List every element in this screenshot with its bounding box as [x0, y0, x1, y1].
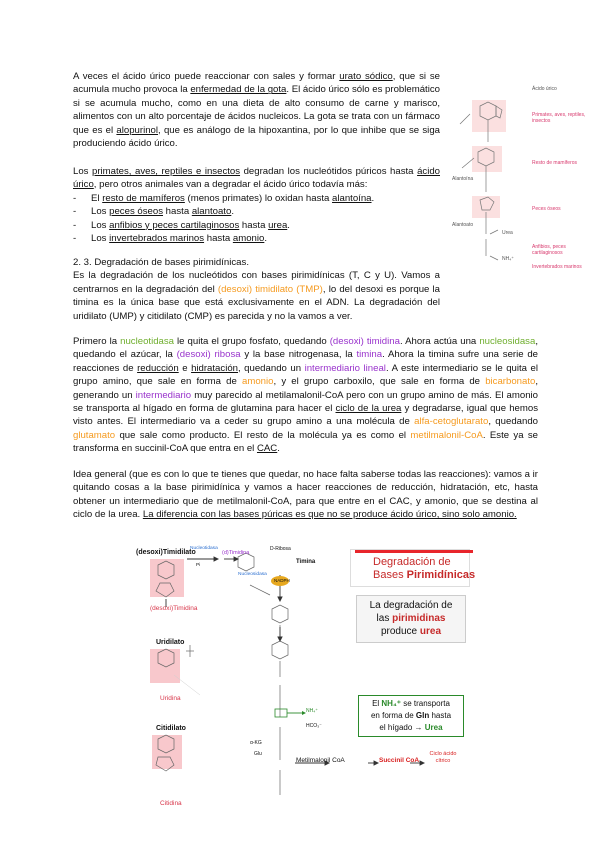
label-succinil: Succinil CoA [379, 757, 420, 764]
label-nh4-small: NH₄⁺ [306, 708, 318, 714]
pyrimidine-pathway-figure [130, 545, 476, 820]
product-term: (desoxi) timidina [329, 336, 400, 347]
label-peces-oseos: Peces óseos [532, 206, 561, 212]
label-uridilato: Uridilato [156, 639, 185, 646]
highlighted-term: alfa-cetoglutarato [414, 416, 489, 428]
box-line3: produce urea [380, 626, 442, 637]
label-anfibios: Anfibios, peces cartilaginosos [532, 244, 566, 256]
compound-amonio: NH₄⁺ [502, 256, 514, 262]
underlined-term: alopurinol [116, 124, 159, 136]
uric-acid-figure [450, 84, 590, 274]
title-panel [350, 549, 476, 587]
label-uridina: Uridina [160, 695, 181, 702]
highlighted-term: glutamato [73, 429, 116, 441]
section-pirimidinas [73, 256, 440, 323]
list-item: - Los invertebrados marinos hasta amonio. [73, 232, 440, 245]
compound-alantoato: Alantoato [452, 222, 474, 228]
product-term: (desoxi) ribosa [176, 349, 241, 361]
label-ciclo-acido-citrico: Ciclo ácido cítrico [429, 751, 457, 764]
label-citidilato: Citidilato [156, 725, 186, 732]
section-heading: 2. 3. Degradación de bases pirimidínicas. [73, 257, 249, 268]
label-akg: α-KG [250, 740, 262, 746]
title-line1: Degradación de [373, 556, 451, 568]
label-d-timidina: (d)Timidina [222, 550, 250, 556]
label-nadph: NADPH [274, 578, 290, 583]
figure-title: Ácido úrico [532, 86, 557, 92]
highlighted-term: (desoxi) timidilato (TMP) [217, 283, 323, 295]
paragraph-gota [73, 70, 440, 150]
list-item: - Los peces óseos hasta alantoato. [73, 205, 440, 218]
product-term: intermediario lineal [304, 362, 386, 374]
urea-conclusion-box [356, 595, 466, 643]
product-term: timina [356, 349, 383, 361]
label-mamiferos: Resto de mamíferos [532, 160, 578, 166]
label-desoxi-timidina: (desoxi)Timidina [150, 605, 198, 612]
box-line2: las pirimidinas [376, 613, 446, 624]
list-item: - El resto de mamíferos (menos primates) lo oxidan hasta alantoína. [73, 192, 440, 205]
underlined-term: urato sódico [339, 71, 393, 82]
label-timina: Timina [296, 559, 316, 565]
text: , lo del desoxi es porque la timina es la única base que está exclusivamente en el ADN. La degradación del uridilato (UMP) y citidilato (CMP) es parecida y no la vamos a ver. [73, 283, 440, 322]
animal-list [73, 192, 440, 246]
label-primates: Primates, aves, reptiles, insectos [532, 112, 586, 124]
label-metilmalonil: Metilmalonil CoA [296, 757, 345, 764]
key-conclusion: La diferencia con las bases púricas es que no se produce ácido úrico, sino solo amonio. [142, 509, 517, 521]
label-desoxi-timidilato: (desoxi)Timidilato [136, 549, 196, 556]
text: , que si se acumula mucho provoca la [73, 71, 441, 96]
box-line1: La degradación de [369, 600, 453, 611]
label-citidina: Citidina [160, 800, 182, 807]
label-nucleotidasa: Nucleotidasa [190, 546, 218, 551]
underlined-term: ácido úrico [73, 166, 440, 191]
paragraph-degradation: Primero la nucleotidasa le quita el grupo fosfato, quedando (desoxi) timidina. Ahora actúa una nucleosidasa, quedando el azúcar, la (desoxi) ribosa y la base nitrogenasa, la timina. Ahora la timina sufre una serie de reacciones de reducción e hidratación, quedando un intermediario lineal. A este intermediario se le quita el grupo amino, que sale en forma de amonio, y el grupo carboxilo, que sale en forma de bicarbonato, generando un intermediario muy parecido al metilamalonil-CoA pero con un grupo amino de más. El amonio se transporta al hígado en forma de glutamina para hacer el ciclo de la urea y degradarse, igual que hemos visto antes. El intermediario va a ceder su grupo amino a una molécula de alfa-cetoglutarato, quedando glutamato que sale como producto. El resto de la molécula ya es como el metilmalonil-CoA. Este ya se transforma en succinil-CoA que entra en el CAC. [73, 336, 539, 455]
underlined-term: enfermedad de la gota [190, 84, 287, 96]
text: Es la degradación de los nucleótidos con bases pirimidínicas (T, C y U). Vamos a centrarnos en la degradación del [73, 270, 440, 295]
ammonium-transport-box: El NH₄⁺ se transporta en forma de Gln hasta el hígado → Urea [358, 695, 464, 737]
highlighted-term: amonio [242, 376, 274, 388]
label-invertebrados: Invertebrados marinos [532, 264, 582, 270]
enzyme-term: nucleotidasa [120, 336, 175, 347]
underlined-term: primates, aves, reptiles e insectos [92, 166, 241, 177]
enzyme-term: nucleosidasa [479, 336, 536, 347]
label-glu: Glu [254, 751, 262, 757]
label-nucleosidasa: Nucleosidasa [238, 572, 267, 577]
label-pi: Pi [196, 563, 201, 568]
text: , pero otros animales van a degradar el ácido úrico todavía más: [93, 179, 368, 191]
label-d-ribosa: D-Ribosa [270, 546, 291, 552]
highlighted-term: bicarbonato [485, 376, 536, 388]
paragraph-animals [73, 165, 440, 245]
text: . El ácido úrico sólo es problemático si se acumula mucho, como en una dieta de alto consumo de carne y marisco, alimentos con un alto porcentaje de ácidos nucleicos. La gota se trata con un fármaco que es el [73, 84, 440, 136]
list-item: - Los anfibios y peces cartilaginosos hasta urea. [73, 219, 440, 232]
text: degradan los nucleótidos púricos hasta [240, 166, 418, 177]
text: A veces el ácido úrico puede reaccionar con sales y formar [73, 71, 340, 82]
compound-urea: Urea [502, 230, 513, 236]
product-term: intermediario [135, 389, 192, 401]
title-line2: Bases Pirimidínicas [373, 569, 476, 581]
compound-alantoina: Alantoína [452, 176, 474, 182]
text: Los [73, 166, 93, 177]
title-accent-bar [355, 550, 473, 553]
text: , que es análogo de la hipoxantina, por lo que inhibe que se siga produciendo ácido úrico. [73, 124, 440, 150]
label-hco3: HCO₃⁻ [306, 723, 322, 729]
highlighted-term: metilmalonil-CoA [410, 429, 483, 441]
paragraph-summary: Idea general (que es con lo que te tienes que quedar, no hace falta saberse todas las reacciones): vamos a ir quitando cosas a la base pirimidínica y vamos a hacer reacciones de reducción, hidratación, etc, hasta obtener un intermediario que de metilmalonil-CoA, para que entre en el CAC, y amonio, que se destina al ciclo de la urea. La diferencia con las bases púricas es que no se produce ácido úrico, sino solo amonio. [73, 469, 538, 521]
